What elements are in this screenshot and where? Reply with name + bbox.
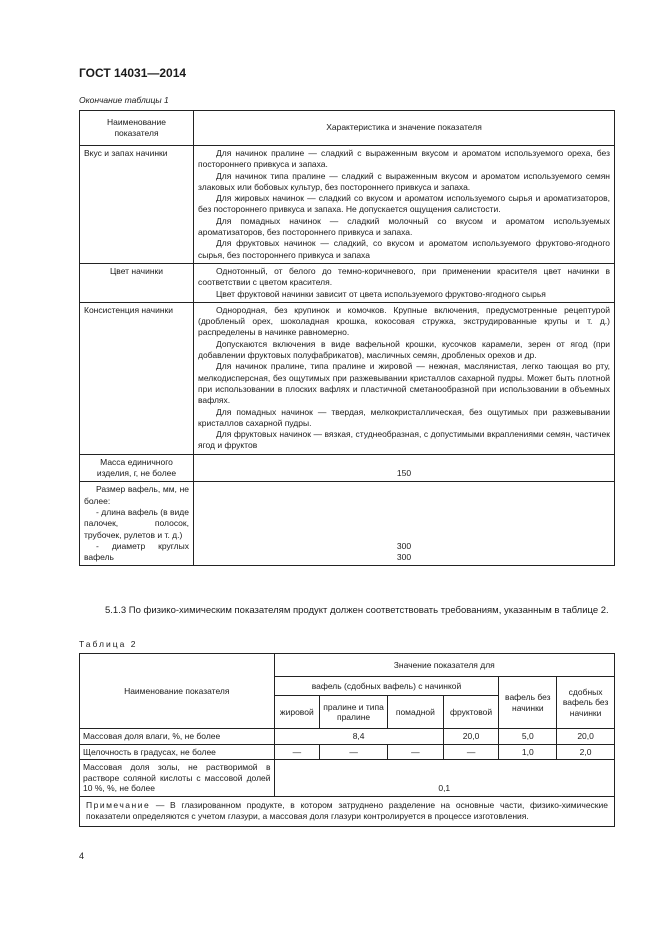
- table2-header-value: Значение показателя для: [274, 654, 614, 677]
- moisture-value-fruit: 20,0: [443, 729, 499, 745]
- alkalinity-value-rich: 2,0: [557, 744, 615, 760]
- table1-continuation-label: Окончание таблицы 1: [79, 95, 169, 105]
- alkalinity-value-fruit: —: [443, 744, 499, 760]
- size-diameter-label: - диаметр круглых вафель: [84, 540, 189, 563]
- row-name-color: Цвет начинки: [80, 263, 194, 302]
- taste-para-2: Для начинок типа пралине — сладкий с выраженным вкусом и ароматом используемого семян злаковых или бобовых культур, без постороннего привкуса и запаха.: [198, 170, 610, 192]
- taste-para-1: Для начинок пралине — сладкий с выраженным вкусом и ароматом используемого ореха, без постороннего привкуса и запаха.: [198, 148, 610, 170]
- table-row: [80, 482, 615, 566]
- ash-label: Массовая доля золы, не растворимой в растворе соляной кислоты с массовой долей 10 %, %, не более: [80, 760, 275, 797]
- row-name-taste: Вкус и запах начинки: [80, 146, 194, 264]
- table2-header-praline: пралине и типа пралине: [320, 696, 388, 729]
- size-diameter-value: 300: [396, 552, 412, 563]
- table1-header-name: Наименование показателя: [80, 111, 194, 146]
- table-row: [80, 760, 615, 797]
- table-row: [80, 302, 615, 454]
- alkalinity-value-praline: —: [320, 744, 388, 760]
- row-value-color: [194, 263, 615, 302]
- row-value-mass: 150: [194, 454, 615, 482]
- color-para-2: Цвет фруктовой начинки зависит от цвета используемого фруктово-ягодного сырья: [216, 288, 546, 299]
- table2-header-fat: жировой: [274, 696, 320, 729]
- moisture-label: Массовая доля влаги, %, не более: [80, 729, 275, 745]
- note-label: Примечание: [86, 799, 151, 810]
- table-row: [80, 744, 615, 760]
- table2-header-fondant: помадной: [388, 696, 444, 729]
- size-length-label: - длина вафель (в виде палочек, полосок, трубочек, рулетов и т. д.): [84, 506, 189, 540]
- consistency-para-2: Допускаются включения в виде вафельной крошки, кусочков карамели, зерен от ягод (при добавлении фруктовых полуфабрикатов), масличных семян, дробленых орехов и др.: [198, 338, 610, 361]
- ash-value: 0,1: [274, 760, 614, 797]
- color-para-1: Однотонный, от белого до темно-коричневого, при применении красителя цвет начинки в соответствии с цветом красителя.: [198, 265, 610, 288]
- table1: [79, 110, 615, 566]
- row-name-mass: Масса единичного изделия, г, не более: [80, 454, 194, 482]
- row-name-consistency: Консистенция начинки: [80, 302, 194, 454]
- table2-header-nofill: вафель без начинки: [499, 677, 557, 729]
- moisture-value-nofill: 5,0: [499, 729, 557, 745]
- table-row: [80, 729, 615, 745]
- table-row: [80, 454, 615, 482]
- table1-header-value: Характеристика и значение показателя: [194, 111, 615, 146]
- note-text: — В глазированном продукте, в котором затруднено разделение на основные части, физико-химические показатели определяются с учетом глазури, а массовая доля глазури контролируется в процессе изготовления.: [86, 799, 608, 821]
- table2-header-fruit: фруктовой: [443, 696, 499, 729]
- alkalinity-label: Щелочность в градусах, не более: [80, 744, 275, 760]
- clause-5-1-3: 5.1.3 По физико-химическим показателям продукт должен соответствовать требованиям, указанным в таблице 2.: [105, 605, 609, 616]
- alkalinity-value-fondant: —: [388, 744, 444, 760]
- size-length-value: 300: [396, 540, 412, 551]
- consistency-para-4: Для помадных начинок — твердая, мелкокристаллическая, без ощутимых при разжевывании кристаллов сахарной пудры.: [198, 406, 610, 428]
- moisture-value-main: 8,4: [274, 729, 443, 745]
- document-header: ГОСТ 14031—2014: [79, 66, 187, 80]
- table-row: [80, 263, 615, 302]
- table2-caption: Таблица 2: [79, 639, 138, 649]
- taste-para-5: Для фруктовых начинок — сладкий, со вкусом и ароматом используемого фруктово-ягодного сырья, без постороннего привкуса и запаха: [198, 238, 610, 260]
- table2-header-name: Наименование показателя: [80, 654, 275, 729]
- row-value-taste: [194, 146, 615, 264]
- row-value-size: [194, 482, 615, 566]
- table2-note: [80, 796, 615, 826]
- consistency-para-3: Для начинок пралине, типа пралине и жировой — нежная, маслянистая, легко тающая во рту, мелкодисперсная, без ощутимых при разжевывании кристаллов сахарной пудры. Может быть плотной при использовании в плоских вафлях и пластичной сметанообразной при использовании в объемных вафлях.: [198, 361, 610, 406]
- taste-para-4: Для помадных начинок — сладкий молочный со вкусом и ароматом используемых ароматизаторов, без постороннего привкуса и запаха.: [198, 215, 610, 238]
- table2: [79, 653, 615, 827]
- table2-header-rich: сдобных вафель без начинки: [557, 677, 615, 729]
- row-value-consistency: [194, 302, 615, 454]
- table-row: [80, 796, 615, 826]
- table-row: [80, 146, 615, 264]
- size-label: Размер вафель, мм, не более:: [84, 484, 189, 506]
- consistency-para-5: Для фруктовых начинок — вязкая, студнеобразная, с допустимыми вкраплениями семян, частичек ягод и фруктов: [198, 429, 610, 451]
- row-name-size: [80, 482, 194, 566]
- page-number: 4: [79, 851, 85, 861]
- alkalinity-value-nofill: 1,0: [499, 744, 557, 760]
- alkalinity-value-fat: —: [274, 744, 320, 760]
- consistency-para-1: Однородная, без крупинок и комочков. Крупные включения, предусмотренные рецептурой (дробленый орех, шоколадная крошка, кокосовая стружка, экструдированные крупы и т. д.) распределены в начинке равномерно.: [198, 304, 610, 338]
- taste-para-3: Для жировых начинок — сладкий со вкусом и ароматом используемого сырья и ароматизаторов, без постороннего привкуса и запаха. Не допускается ощущения салистости.: [198, 193, 610, 215]
- table2-header-filled: вафель (сдобных вафель) с начинкой: [274, 677, 499, 696]
- moisture-value-rich: 20,0: [557, 729, 615, 745]
